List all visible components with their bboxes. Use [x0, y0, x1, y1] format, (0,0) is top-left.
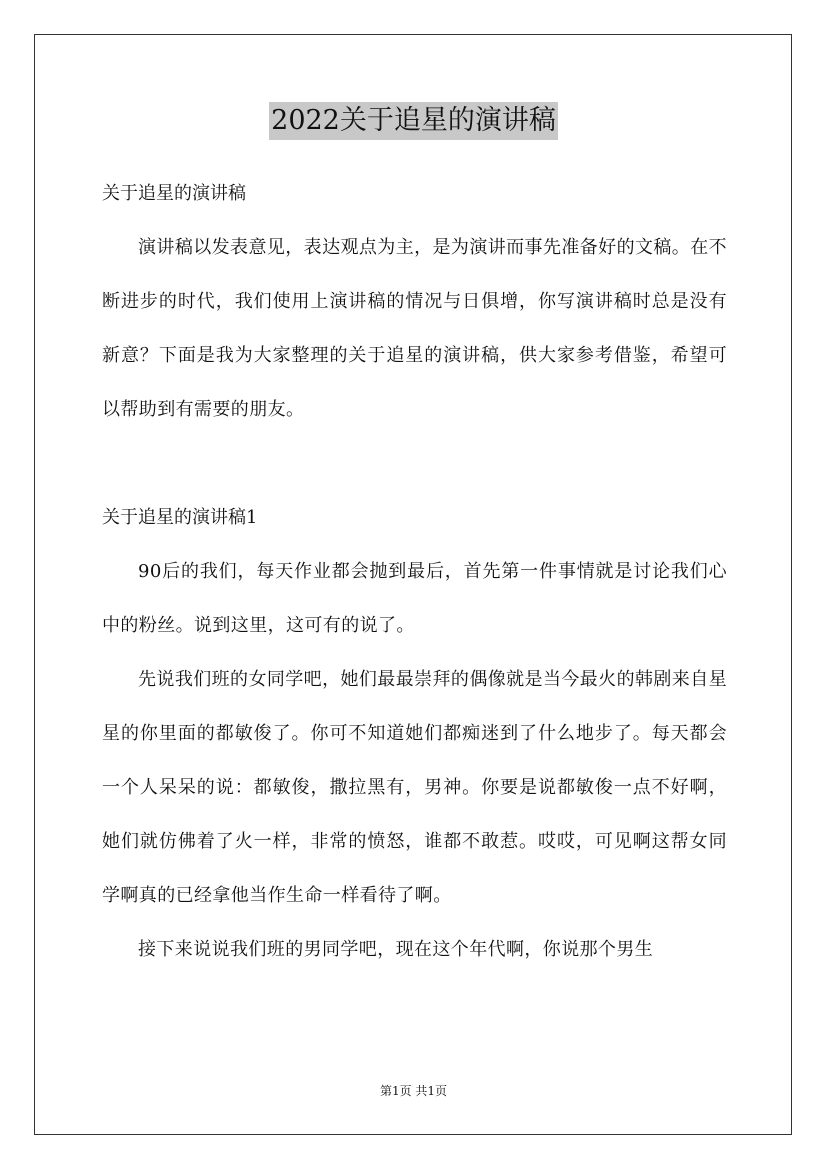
intro-paragraph: 演讲稿以发表意见，表达观点为主，是为演讲而事先准备好的文稿。在不断进步的时代，我们使用上演讲稿的情况与日俱增，你写演讲稿时总是没有新意？下面是我为大家整理的关于追星的演讲稿，供大家参考借鉴，希望可以帮助到有需要的朋友。	[102, 237, 727, 420]
page-footer	[0, 1083, 827, 1099]
body-paragraph: 接下来说说我们班的男同学吧，现在这个年代啊，你说那个男生	[138, 939, 654, 960]
section-spacer	[102, 437, 727, 491]
body-paragraph: 90后的我们，每天作业都会抛到最后，首先第一件事情就是讨论我们心中的粉丝。说到这里，这可有的说了。	[102, 561, 727, 636]
document-title: 2022关于追星的演讲稿	[269, 102, 558, 140]
subtitle-heading: 关于追星的演讲稿	[102, 183, 246, 204]
body-paragraph: 先说我们班的女同学吧，她们最最崇拜的偶像就是当今最火的韩剧来自星星的你里面的都敏俊了。你可不知道她们都痴迷到了什么地步了。每天都会一个人呆呆的说：都敏俊，撒拉黑有，男神。你要是说都敏俊一点不好啊，她们就仿佛着了火一样，非常的愤怒，谁都不敢惹。哎哎，可见啊这帮女同学啊真的已经拿他当作生命一样看待了啊。	[102, 669, 727, 906]
page-number: 第1页 共1页	[379, 1084, 448, 1098]
section-heading: 关于追星的演讲稿1	[102, 507, 258, 528]
title-container	[0, 102, 827, 140]
document-body	[102, 167, 727, 977]
